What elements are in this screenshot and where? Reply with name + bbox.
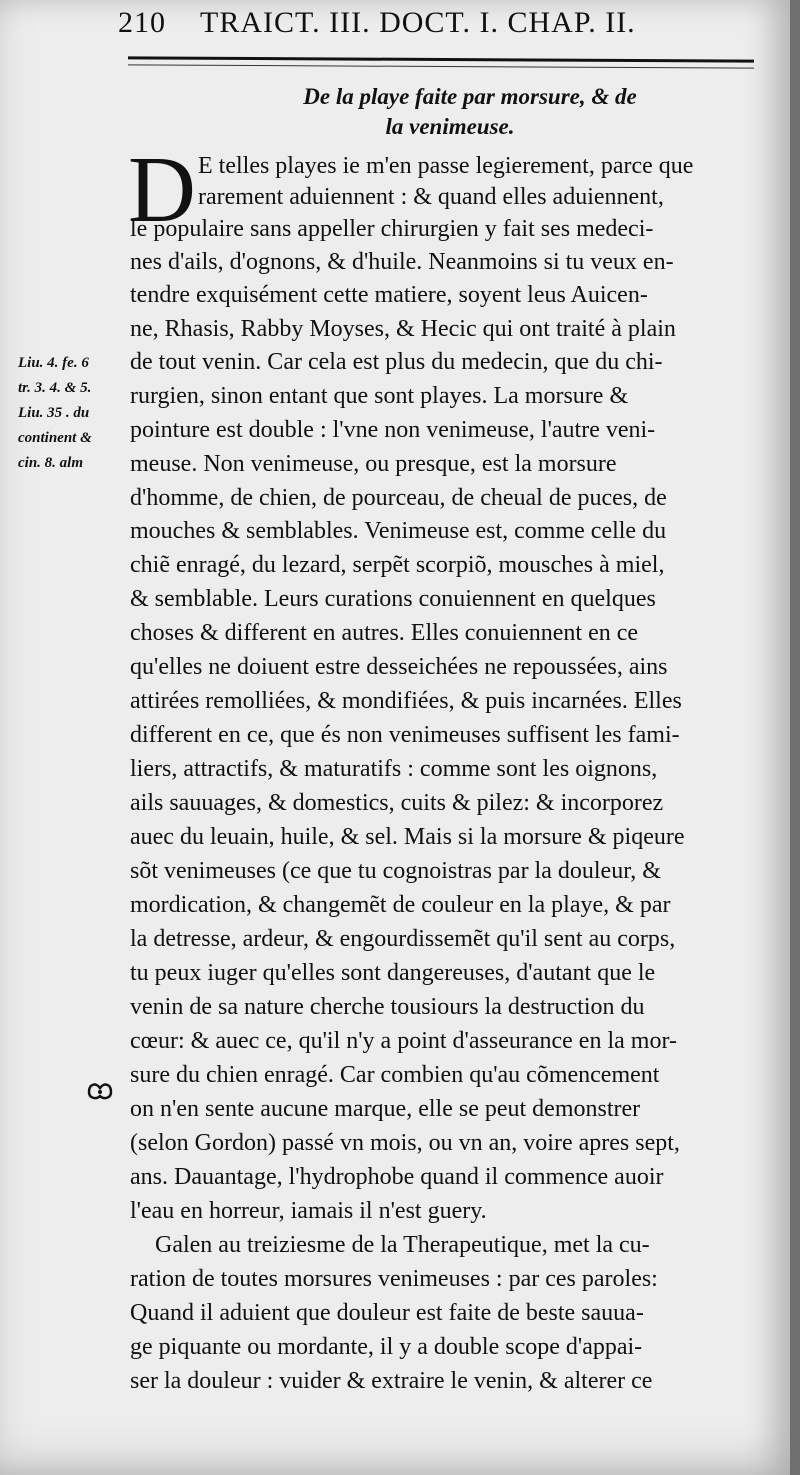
body-line: ne, Rhasis, Rabby Moyses, & Hecic qui ont traité à plain: [130, 316, 676, 342]
margin-note: cin. 8. alm: [18, 455, 84, 471]
body-line: auec du leuain, huile, & sel. Mais si la morsure & piqeure: [130, 824, 685, 850]
body-line: tu peux iuger qu'elles sont dangereuses, d'autant que le: [130, 960, 656, 986]
body-line: ser la douleur : vuider & extraire le venin, & alterer ce: [130, 1368, 653, 1394]
margin-note: continent &: [18, 430, 92, 446]
body-line: tendre exquisément cette matiere, soyent leus Auicen-: [130, 282, 648, 308]
body-line: liers, attractifs, & maturatifs : comme sont les oignons,: [130, 756, 658, 782]
body-line: la detresse, ardeur, & engourdissemẽt qu'il sent au corps,: [130, 926, 676, 952]
body-line: rurgien, sinon entant que sont playes. La morsure &: [130, 383, 629, 409]
body-line: sure du chien enragé. Car combien qu'au cõmencement: [130, 1062, 660, 1088]
drop-cap: D: [128, 138, 196, 242]
body-line: rarement aduiennent : & quand elles aduiennent,: [198, 184, 664, 210]
section-title-line-2: la venimeuse.: [385, 114, 515, 139]
page-bottom-margin: [0, 1400, 790, 1475]
body-line: ration de toutes morsures venimeuses : par ces paroles:: [130, 1266, 658, 1292]
body-line: cœur: & auec ce, qu'il n'y a point d'asseurance en la mor-: [130, 1028, 677, 1054]
body-line: meuse. Non venimeuse, ou presque, est la morsure: [130, 451, 617, 477]
body-line: Quand il aduient que douleur est faite de beste sauua-: [130, 1300, 644, 1326]
body-line: ge piquante ou mordante, il y a double scope d'appai-: [130, 1334, 643, 1360]
body-line: de tout venin. Car cela est plus du medecin, que du chi-: [130, 349, 663, 375]
margin-note: Liu. 4. fe. 6: [18, 355, 89, 371]
body-line: ans. Dauantage, l'hydrophobe quand il commence auoir: [130, 1164, 664, 1190]
body-line: venin de sa nature cherche tousiours la destruction du: [130, 994, 645, 1020]
running-header: [118, 6, 758, 42]
body-line: sõt venimeuses (ce que tu cognoistras par la douleur, &: [130, 858, 661, 884]
body-line: on n'en sente aucune marque, elle se peut demonstrer: [130, 1096, 641, 1122]
body-line: chiẽ enragé, du lezard, serpẽt scorpiõ, mousches à miel,: [130, 552, 665, 578]
body-line: ails sauuages, & domestics, cuits & pilez: & incorporez: [130, 790, 664, 816]
body-line: (selon Gordon) passé vn mois, ou vn an, voire apres sept,: [130, 1130, 680, 1156]
margin-note: Liu. 35 . du: [18, 405, 90, 421]
body-line: E telles playes ie m'en passe legierement, parce que: [198, 153, 694, 179]
body-line: Galen au treiziesme de la Therapeutique, met la cu-: [155, 1232, 650, 1258]
body-line: & semblable. Leurs curations conuiennent en quelques: [130, 586, 656, 612]
body-line: choses & different en autres. Elles conuiennent en ce: [130, 620, 639, 646]
body-line: pointure est double : l'vne non venimeuse, l'autre veni-: [130, 417, 656, 443]
header-rule-thin: [128, 64, 754, 68]
margin-note: tr. 3. 4. & 5.: [18, 380, 92, 396]
body-line: attirées remolliées, & mondifiées, & puis incarnées. Elles: [130, 688, 682, 714]
book-gutter-edge: [790, 0, 800, 1475]
page-number: 210: [118, 6, 166, 39]
body-line: qu'elles ne doiuent estre desseichées ne repoussées, ains: [130, 654, 668, 680]
pointing-hand-icon: [86, 1078, 114, 1104]
body-line: mordication, & changemẽt de couleur en la playe, & par: [130, 892, 671, 918]
section-title-line-1: De la playe faite par morsure, & de: [303, 84, 637, 109]
body-line: le populaire sans appeller chirurgien y fait ses medeci-: [130, 216, 654, 242]
header-rule: [128, 56, 754, 62]
body-line: l'eau en horreur, iamais il n'est guery.: [130, 1198, 487, 1224]
body-line: mouches & semblables. Venimeuse est, comme celle du: [130, 518, 667, 544]
body-line: d'homme, de chien, de pourceau, de cheual de puces, de: [130, 485, 667, 511]
body-line: nes d'ails, d'ognons, & d'huile. Neanmoins si tu veux en-: [130, 249, 674, 275]
body-line: different en ce, que és non venimeuses suffisent les fami-: [130, 722, 680, 748]
running-title: TRAICT. III. DOCT. I. CHAP. II.: [200, 6, 636, 39]
